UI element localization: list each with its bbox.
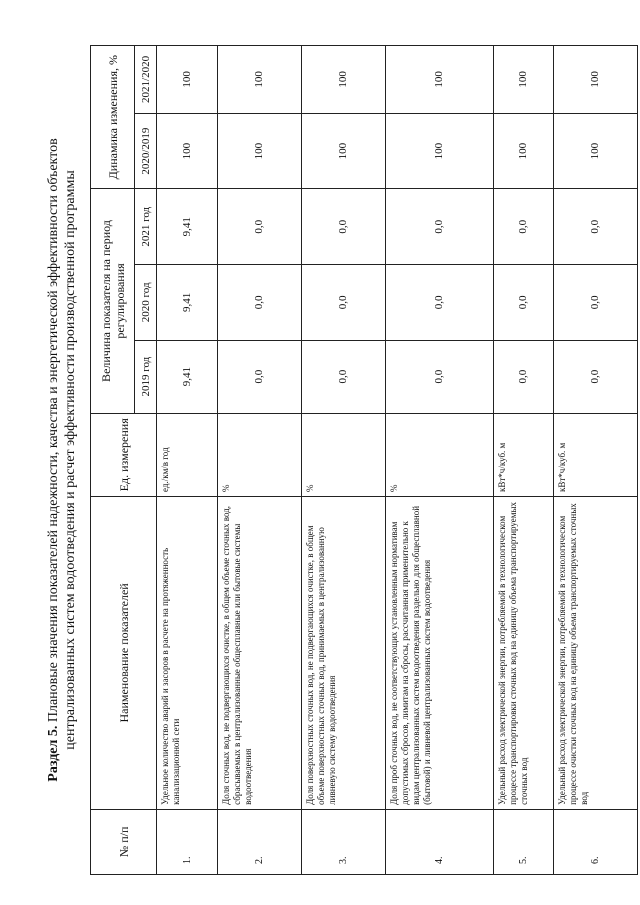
header-dynamics-group: Динамика изменения, % <box>91 46 135 189</box>
row-num: 1. <box>157 809 218 874</box>
table-row <box>218 46 302 875</box>
row-dynamics-1: 100 <box>218 113 302 189</box>
row-value-2019: 9,41 <box>157 340 218 413</box>
row-value-2020: 0,0 <box>554 265 638 341</box>
row-unit: ед./км/в год <box>157 413 218 496</box>
row-dynamics-2: 100 <box>302 46 386 114</box>
section-number: Раздел 5. <box>46 725 61 782</box>
row-unit: кВт*ч/куб. м <box>494 413 554 496</box>
row-value-2020: 0,0 <box>302 265 386 341</box>
header-year-2020: 2020 год <box>135 265 157 341</box>
row-dynamics-2: 100 <box>494 46 554 114</box>
header-unit: Ед. измерения <box>91 413 157 496</box>
row-value-2021: 9,41 <box>157 189 218 265</box>
row-unit: кВт*ч/куб. м <box>554 413 638 496</box>
row-dynamics-2: 100 <box>554 46 638 114</box>
row-value-2021: 0,0 <box>218 189 302 265</box>
row-value-2021: 0,0 <box>554 189 638 265</box>
row-dynamics-1: 100 <box>157 113 218 189</box>
header-name: Наименование показателей <box>91 497 157 810</box>
row-num: 5. <box>494 809 554 874</box>
table-row <box>302 46 386 875</box>
section-title <box>45 110 79 810</box>
row-value-2019: 0,0 <box>554 340 638 413</box>
row-dynamics-2: 100 <box>386 46 494 114</box>
table-row <box>157 46 218 875</box>
header-values-group: Величина показателя на период регулирования <box>91 189 135 413</box>
table-row <box>554 46 638 875</box>
row-value-2021: 0,0 <box>494 189 554 265</box>
row-num: 4. <box>386 809 494 874</box>
row-name: Доля поверхностных сточных вод, не подвергающихся очистке, в общем объеме поверхностных сточных вод, принимаемых в централизованную ливневую систему водоотведения <box>302 497 386 810</box>
row-dynamics-1: 100 <box>386 113 494 189</box>
row-value-2019: 0,0 <box>302 340 386 413</box>
row-value-2021: 0,0 <box>302 189 386 265</box>
header-num: № п/п <box>91 809 157 874</box>
header-year-2019: 2019 год <box>135 340 157 413</box>
row-unit: % <box>302 413 386 496</box>
row-num: 2. <box>218 809 302 874</box>
header-period-2020-2019: 2020/2019 <box>135 113 157 189</box>
row-name: Удельное количество аварий и засоров в расчете на протяженность канализационной сети <box>157 497 218 810</box>
row-name: Удельный расход электрической энергии, потребляемой в технологическом процессе очистки сточных вод на единицу объема транспортируемых сточных вод <box>554 497 638 810</box>
row-value-2021: 0,0 <box>386 189 494 265</box>
row-value-2020: 0,0 <box>494 265 554 341</box>
row-value-2019: 0,0 <box>218 340 302 413</box>
row-num: 3. <box>302 809 386 874</box>
row-name: Доля проб сточных вод, не соответствующих установленным нормативам допустимых сбросов, лимитам на сбросы, рассчитанная применительно к видам централизованных систем водоотведения раздельно для общесплавной (бытовой) и ливневой централизованных систем водоотведения <box>386 497 494 810</box>
header-period-2021-2020: 2021/2020 <box>135 46 157 114</box>
row-unit: % <box>218 413 302 496</box>
row-dynamics-1: 100 <box>554 113 638 189</box>
indicators-table <box>90 45 638 875</box>
table-row <box>386 46 494 875</box>
row-value-2019: 0,0 <box>494 340 554 413</box>
row-value-2019: 0,0 <box>386 340 494 413</box>
row-dynamics-1: 100 <box>302 113 386 189</box>
row-dynamics-2: 100 <box>218 46 302 114</box>
row-dynamics-1: 100 <box>494 113 554 189</box>
row-dynamics-2: 100 <box>157 46 218 114</box>
row-unit: % <box>386 413 494 496</box>
table-row <box>494 46 554 875</box>
row-value-2020: 0,0 <box>386 265 494 341</box>
row-num: 6. <box>554 809 638 874</box>
header-year-2021: 2021 год <box>135 189 157 265</box>
row-name: Удельный расход электрической энергии, потребляемой в технологическом процессе транспортировки сточных вод на единицу объема транспортируемых сточных вод <box>494 497 554 810</box>
row-name: Доля сточных вод, не подвергающихся очистке, в общем объеме сточных вод, сбрасываемых в централизованные общесплавные или бытовые системы водоотведения <box>218 497 302 810</box>
row-value-2020: 0,0 <box>218 265 302 341</box>
section-title-text: Плановые значения показателей надежности, качества и энергетической эффективности объектов централизованных систем водоотведения и расчет эффективности производственной программы <box>46 138 78 750</box>
row-value-2020: 9,41 <box>157 265 218 341</box>
